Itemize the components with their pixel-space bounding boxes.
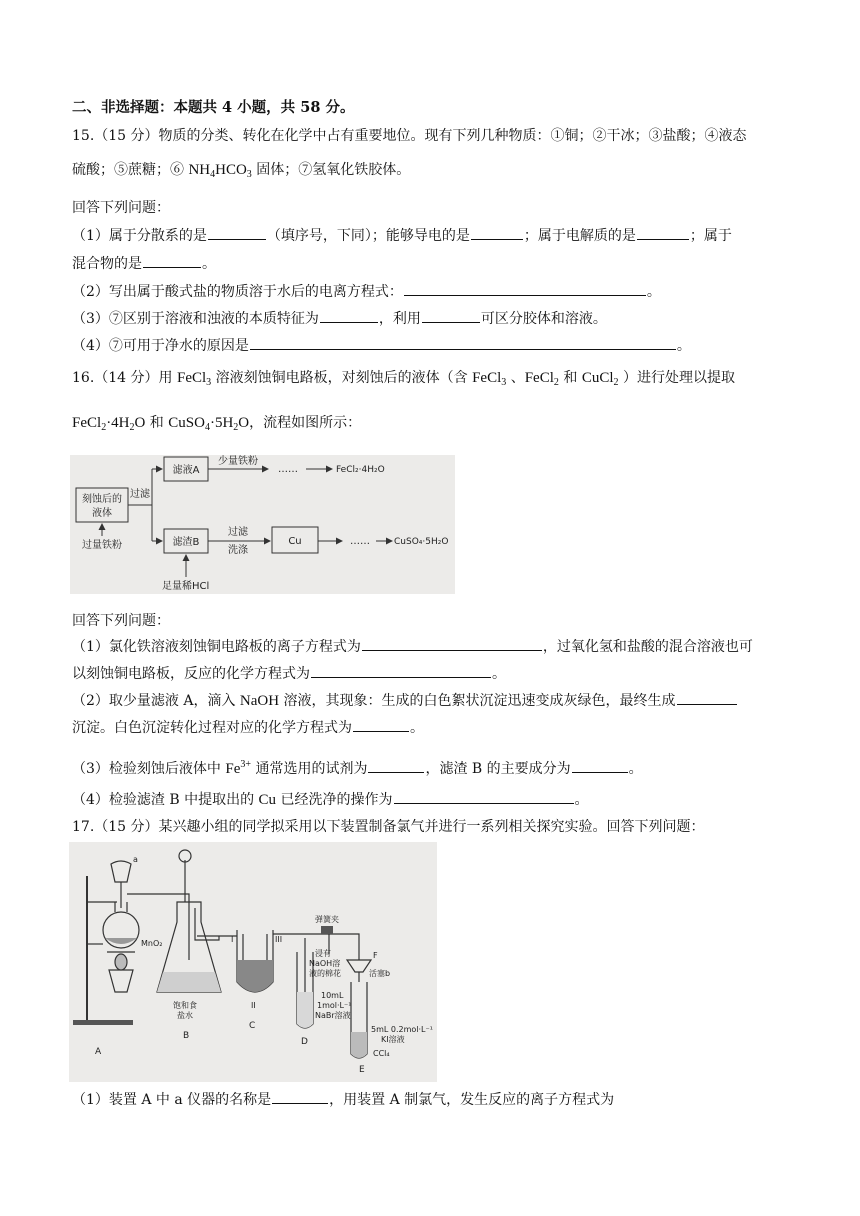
- q15-p3-text: 可区分胶体和溶液。: [480, 311, 607, 327]
- q16-formula-cu: Cu: [258, 792, 277, 808]
- label-soaked: 浸有: [315, 949, 331, 958]
- answer-blank[interactable]: [362, 636, 542, 651]
- answer-blank[interactable]: [353, 717, 409, 732]
- q16-prompt: 回答下列问题：: [72, 613, 170, 629]
- q15-stem-text-b: 固体；⑦氢氧化铁胶体。: [251, 162, 411, 178]
- q15-p1-text: ；属于: [689, 228, 732, 244]
- flow-product-a: FeCl₂·4H₂O: [336, 465, 385, 475]
- q16-p3-text: 。: [628, 761, 643, 777]
- q15-prompt: 回答下列问题：: [72, 200, 170, 216]
- label-brine: 盐水: [177, 1011, 193, 1020]
- label-a-instrument: a: [133, 855, 138, 864]
- flow-product-b: CuSO₄·5H₂O: [394, 537, 449, 547]
- answer-blank[interactable]: [471, 225, 523, 240]
- q16-stem-text: 16.（14 分）用: [72, 370, 177, 386]
- q16-part2-line2: [72, 717, 424, 738]
- q16-p1-text: （1）氯化铁溶液刻蚀铜电路板的离子方程式为: [72, 639, 361, 655]
- q16-p3-text: ，滤渣 B 的主要成分为: [425, 761, 571, 777]
- q16-formula-fe3plus: $Fe^{3+}$: [225, 759, 251, 777]
- q16-p4-text: 。: [574, 792, 589, 808]
- q15-p2-text: 。: [646, 284, 661, 300]
- answer-blank[interactable]: [143, 253, 201, 268]
- q16-stem-line1: [72, 368, 735, 393]
- q16-p3-text: （3）检验刻蚀后液体中: [72, 761, 226, 777]
- q17-stem: 17.（15 分）某兴趣小组的同学拟采用以下装置制备氯气并进行一系列相关探究实验。回答下列问题：: [72, 819, 705, 835]
- q16-part1-line2: [72, 663, 506, 684]
- answer-blank[interactable]: [677, 690, 737, 705]
- section-title: 二、非选择题：本题共 4 小题，共 58 分。: [72, 99, 355, 116]
- label-apparatus-e: E: [359, 1065, 365, 1075]
- q16-part4: [72, 789, 589, 810]
- q16-p2-text: 沉淀。白色沉淀转化过程对应的化学方程式为: [72, 720, 352, 736]
- label-II: II: [251, 1001, 256, 1010]
- label-ki: 5mL 0.2mol·L⁻¹: [371, 1025, 433, 1034]
- q17-p1-text: （1）装置 A 中 a 仪器的名称是: [72, 1092, 272, 1108]
- label-stopcock: 活塞b: [369, 969, 391, 978]
- answer-blank[interactable]: [250, 335, 676, 350]
- q16-p2-text: 。: [410, 720, 424, 736]
- answer-blank[interactable]: [368, 758, 424, 773]
- q16-p4-text: （4）检验滤渣 B 中提取出的: [72, 792, 259, 808]
- label-I: I: [231, 935, 234, 944]
- q16-p3-text: 通常选用的试剂为: [251, 761, 368, 777]
- answer-blank[interactable]: [208, 225, 266, 240]
- flow-hcl: 足量稀HCl: [162, 581, 210, 592]
- label-mno2: MnO₂: [141, 939, 163, 948]
- flow-dots: ……: [278, 464, 298, 475]
- flow-cu: Cu: [288, 536, 302, 547]
- flow-residue-b: 滤渣B: [172, 537, 200, 548]
- answer-blank[interactable]: [272, 1089, 328, 1104]
- q15-part1-line1: [72, 225, 732, 246]
- answer-blank[interactable]: [637, 225, 689, 240]
- q15-p1-text: 混合物的是: [72, 256, 142, 272]
- q16-stem-line2: [72, 413, 361, 438]
- label-nabr: 10mL: [321, 991, 344, 1000]
- process-flow-diagram: [70, 455, 455, 594]
- q16-formula-fecl2-hydrate: $FeCl_2\cdot 4H_2O$: [72, 415, 146, 433]
- q16-stem-text: ，流程如图所示：: [249, 415, 362, 431]
- label-brine: 饱和食: [173, 1001, 197, 1010]
- label-apparatus-b: B: [183, 1031, 190, 1041]
- label-ki: KI溶液: [381, 1035, 405, 1044]
- label-nabr: 1mol·L⁻¹: [317, 1001, 352, 1010]
- flow-start-label: 刻蚀后的: [82, 494, 122, 505]
- label-III: III: [275, 935, 283, 944]
- q15-p3-text: ，利用: [378, 311, 421, 327]
- q15-stem-line1: 15.（15 分）物质的分类、转化在化学中占有重要地位。现有下列几种物质：①铜；②干冰；③盐酸；④液态: [72, 128, 747, 144]
- q15-stem-text-a: 硫酸；⑤蔗糖；⑥: [72, 162, 189, 178]
- flow-excess-iron: 过量铁粉: [82, 540, 122, 551]
- q16-stem-text: 、: [506, 370, 525, 386]
- label-apparatus-a: A: [95, 1047, 102, 1057]
- q16-stem-text: 和: [145, 415, 169, 431]
- q15-p3-text: （3）⑦区别于溶液和浊液的本质特征为: [72, 311, 319, 327]
- q16-formula-naoh: NaOH: [239, 693, 280, 709]
- label-clamp: 弹簧夹: [315, 915, 339, 924]
- label-nabr: NaBr溶液: [315, 1011, 351, 1020]
- q15-p2-text: （2）写出属于酸式盐的物质溶于水后的电离方程式：: [72, 284, 403, 300]
- q15-p1-text: （填序号，下同）；能够导电的是: [266, 228, 470, 244]
- q16-formula-cucl2: CuCl$_2$: [581, 370, 619, 388]
- label-soaked: NaOH溶: [309, 959, 341, 968]
- apparatus-diagram: [69, 842, 437, 1082]
- q16-formula-cuso4-hydrate: $CuSO_4\cdot 5H_2O$: [168, 415, 250, 433]
- q16-p4-text: 已经洗净的操作为: [276, 792, 393, 808]
- answer-blank[interactable]: [311, 663, 491, 678]
- q16-stem-text: 溶液刻蚀铜电路板，对刻蚀后的液体（含: [211, 370, 473, 386]
- answer-blank[interactable]: [404, 281, 646, 296]
- q15-stem-line2: [72, 160, 410, 185]
- answer-blank[interactable]: [422, 308, 480, 323]
- q16-p2-text: （2）取少量滤液 A，滴入: [72, 693, 240, 709]
- q15-p1-text: 。: [202, 256, 216, 272]
- q15-part4: [72, 335, 691, 356]
- flow-filter-wash: 过滤: [228, 527, 248, 538]
- q16-p1-text: ，过氧化氢和盐酸的混合溶液也可: [542, 639, 753, 655]
- q15-part2: [72, 281, 661, 302]
- label-ccl4: CCl₄: [373, 1049, 390, 1058]
- label-f: F: [373, 951, 378, 960]
- q17-p1-text: ，用装置 A 制氯气，发生反应的离子方程式为: [329, 1092, 615, 1108]
- q16-part2-line1: [72, 690, 738, 711]
- q16-p2-text: 溶液，其现象：生成的白色絮状沉淀迅速变成灰绿色，最终生成: [279, 693, 676, 709]
- flow-filtrate-a: 滤液A: [172, 465, 200, 476]
- q16-p1-text: 。: [492, 666, 506, 682]
- flow-little-iron: 少量铁粉: [218, 456, 258, 467]
- flow-filter-label: 过滤: [130, 489, 150, 500]
- q16-stem-text: 和: [558, 370, 582, 386]
- q15-part3: [72, 308, 607, 329]
- label-soaked: 液的棉花: [309, 969, 341, 978]
- q16-formula-fecl2: FeCl$_2$: [524, 370, 559, 388]
- q16-part1-line1: [72, 636, 753, 657]
- answer-blank[interactable]: [572, 758, 628, 773]
- label-apparatus-d: D: [301, 1037, 308, 1047]
- q15-p4-text: 。: [676, 338, 691, 354]
- q15-p1-text: ；属于电解质的是: [523, 228, 636, 244]
- q15-p1-text: （1）属于分散系的是: [72, 228, 207, 244]
- answer-blank[interactable]: [320, 308, 378, 323]
- q15-formula-nh4hco3: $NH_4HCO_3$: [188, 162, 252, 180]
- flow-dots: ……: [350, 536, 370, 547]
- flow-filter-wash: 洗涤: [228, 545, 248, 556]
- q16-p1-text: 以刻蚀铜电路板，反应的化学方程式为: [72, 666, 310, 682]
- q16-part3: [72, 755, 643, 779]
- answer-blank[interactable]: [394, 789, 574, 804]
- label-apparatus-c: C: [249, 1021, 256, 1031]
- q16-formula-fecl3: FeCl$_3$: [176, 370, 212, 388]
- flow-start-label: 液体: [92, 508, 112, 519]
- q16-formula-fecl3: FeCl$_3$: [472, 370, 507, 388]
- q16-stem-text: ）进行处理以提取: [618, 370, 735, 386]
- q15-p4-text: （4）⑦可用于净水的原因是: [72, 338, 249, 354]
- q17-part1: [72, 1089, 614, 1110]
- q15-part1-line2: [72, 253, 216, 274]
